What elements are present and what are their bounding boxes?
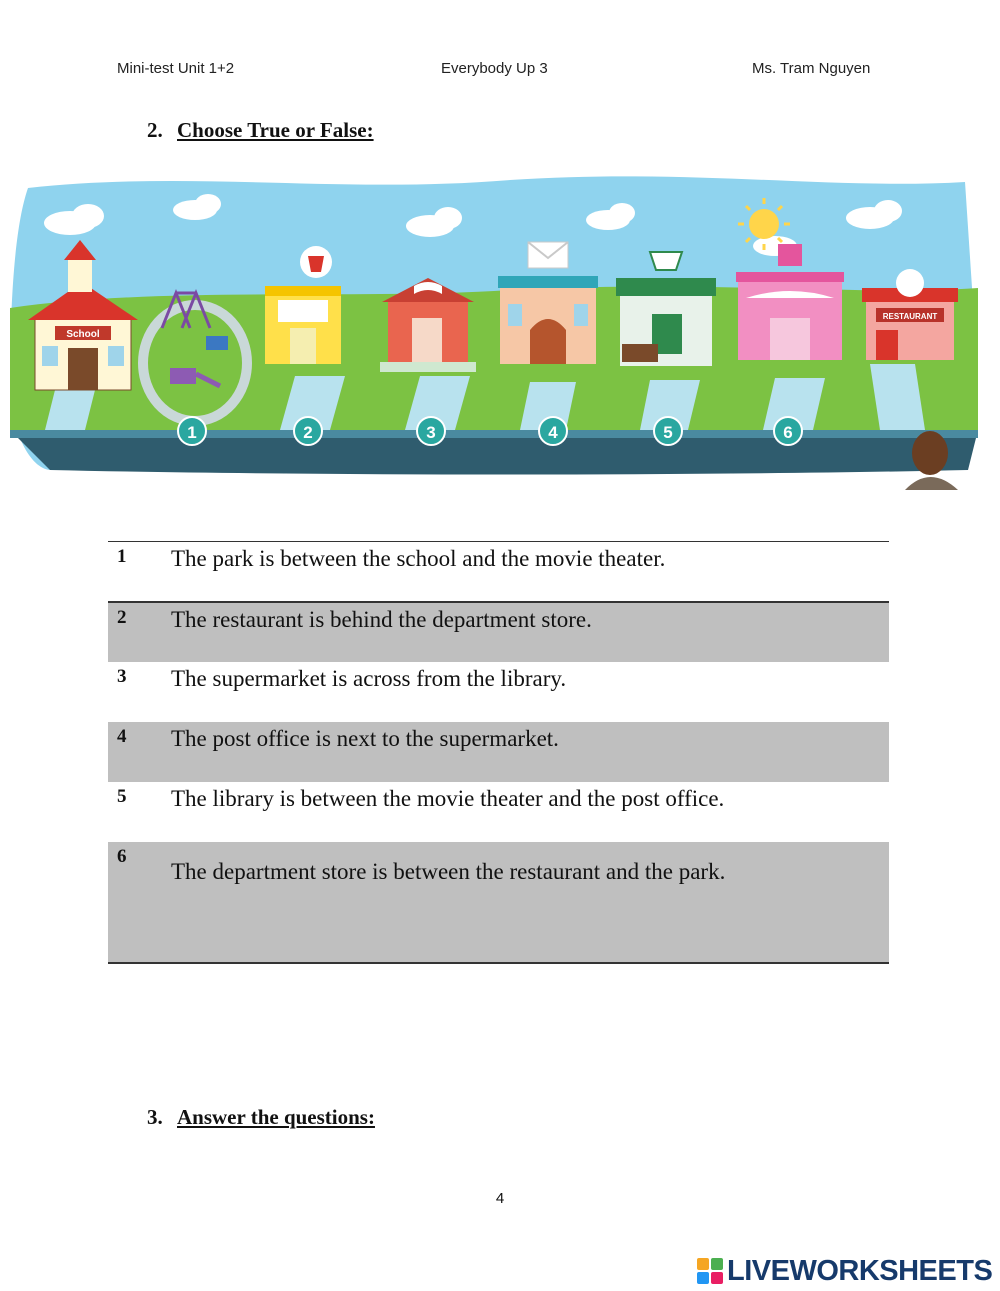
section-2-title: Choose True or False: xyxy=(177,118,374,142)
section-3-number: 3. xyxy=(147,1105,163,1129)
header-left: Mini-test Unit 1+2 xyxy=(117,60,235,77)
statement-row xyxy=(108,662,889,722)
section-2-number: 2. xyxy=(147,118,163,142)
restaurant-sign: RESTAURANT xyxy=(882,312,938,321)
section-3-heading xyxy=(147,1105,375,1130)
statement-number: 1 xyxy=(117,546,127,567)
marker-number: 4 xyxy=(548,423,558,442)
school-sign: School xyxy=(66,329,100,340)
header-right: Ms. Tram Nguyen xyxy=(752,60,871,77)
marker-number: 1 xyxy=(187,423,197,442)
town-illustration xyxy=(10,168,980,498)
brand-name: LIVEWORKSHEETS xyxy=(727,1254,993,1287)
statement-row xyxy=(108,782,889,842)
header-center: Everybody Up 3 xyxy=(441,60,548,77)
statement-number: 2 xyxy=(108,602,170,662)
section-3-title: Answer the questions: xyxy=(177,1105,375,1129)
statement-text: The department store is between the restaurant and the park. xyxy=(170,842,889,963)
true-false-table xyxy=(108,541,889,964)
logo-blocks-icon xyxy=(697,1258,723,1284)
statement-number: 5 xyxy=(117,785,127,807)
statement-number: 6 xyxy=(108,842,170,963)
statement-row xyxy=(108,602,889,662)
section-2-heading xyxy=(147,118,374,143)
page-number: 4 xyxy=(495,1190,505,1207)
statement-number: 3 xyxy=(117,665,127,687)
liveworksheets-logo[interactable] xyxy=(697,1254,992,1288)
statement-text: The post office is next to the supermarket. xyxy=(170,722,889,782)
marker-number: 2 xyxy=(303,423,313,442)
marker-number: 3 xyxy=(426,423,436,442)
statement-number: 4 xyxy=(108,722,170,782)
statement-text: The library is between the movie theater and the post office. xyxy=(171,785,725,811)
marker-number: 5 xyxy=(663,423,673,442)
statement-text: The park is between the school and the movie theater. xyxy=(171,546,666,571)
statement-text: The supermarket is across from the library. xyxy=(171,665,567,691)
statement-row xyxy=(108,542,889,602)
statement-row xyxy=(108,842,889,963)
marker-number: 6 xyxy=(783,423,793,442)
statement-row xyxy=(108,722,889,782)
statement-text: The restaurant is behind the department store. xyxy=(170,602,889,662)
